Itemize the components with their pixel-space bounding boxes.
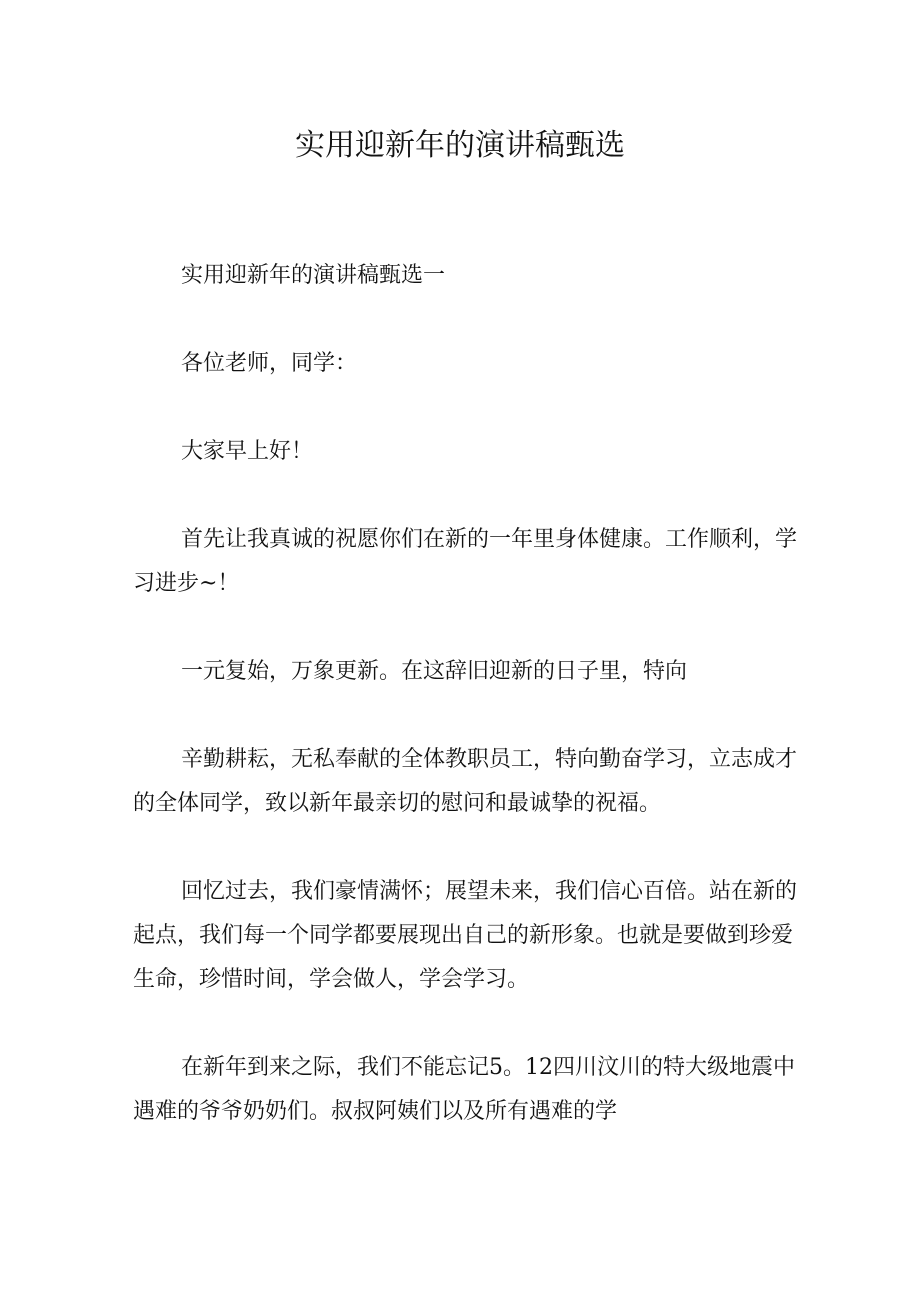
paragraph-new-year-intro: 一元复始，万象更新。在这辞旧迎新的日子里，特向 — [181, 659, 688, 684]
document-title: 实用迎新年的演讲稿甄选 — [295, 128, 625, 163]
document-body — [133, 254, 813, 1178]
paragraph-wishes: 首先让我真诚的祝愿你们在新的一年里身体健康。工作顺利，学习进步~！ — [133, 527, 798, 596]
paragraph-reflection: 回忆过去，我们豪情满怀；展望未来，我们信心百倍。站在新的起点，我们每一个同学都要展现出自己的新形象。也就是要做到珍爱生命，珍惜时间，学会做人，学会学习。 — [133, 879, 798, 992]
paragraph-section-heading: 实用迎新年的演讲稿甄选一 — [181, 263, 446, 288]
paragraph-salutation: 各位老师，同学： — [181, 351, 358, 376]
paragraph-greeting: 大家早上好！ — [181, 439, 314, 464]
paragraph-thanks-staff-students: 辛勤耕耘，无私奉献的全体教职员工，特向勤奋学习，立志成才的全体同学，致以新年最亲切的慰问和最诚挚的祝福。 — [133, 747, 798, 816]
paragraph-remembrance: 在新年到来之际，我们不能忘记5。12四川汶川的特大级地震中遇难的爷爷奶奶们。叔叔阿姨们以及所有遇难的学 — [133, 1055, 795, 1124]
